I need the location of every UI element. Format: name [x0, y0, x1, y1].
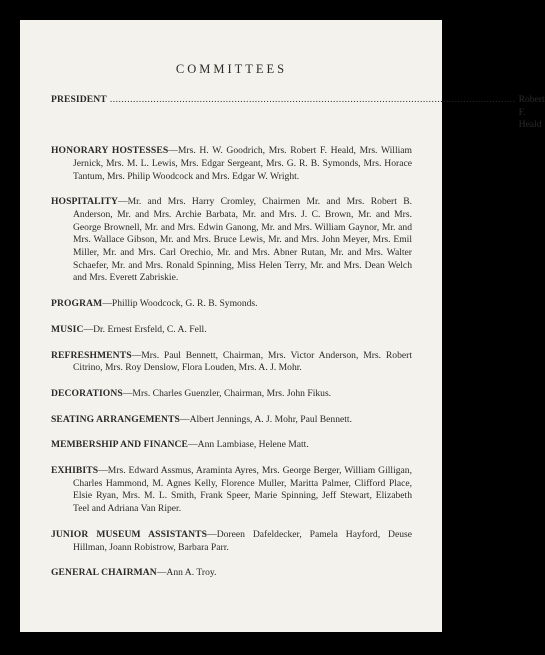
separator: —	[188, 439, 198, 451]
dot-leader: ............................................................................................................................................	[109, 94, 516, 105]
committee-label: HONORARY HOSTESSES	[51, 145, 169, 157]
president-label: PRESIDENT	[51, 94, 107, 105]
committee-members: Mrs. Paul Bennett, Chairman, Mrs. Victor Anderson, Mrs. Robert Citrino, Mrs. Roy Denslow, Flora Louden, Mrs. A. J. Mohr.	[73, 349, 412, 374]
committee-label: MUSIC	[51, 323, 84, 335]
separator: —	[122, 387, 133, 399]
committee-label: MEMBERSHIP AND FINANCE	[51, 439, 189, 451]
committee-members: Phillip Woodcock, G. R. B. Symonds.	[111, 298, 258, 310]
committee-label: REFRESHMENTS	[51, 349, 132, 361]
committee-label: EXHIBITS	[51, 465, 99, 477]
committee-refreshments	[51, 350, 412, 375]
separator: —	[102, 298, 112, 310]
committee-exhibits	[51, 465, 412, 516]
committee-members: Doreen Dafeldecker, Pamela Hayford, Deuse Hillman, Joann Robistrow, Barbara Parr.	[73, 528, 413, 553]
committee-members: Albert Jennings, A. J. Mohr, Paul Bennett.	[189, 413, 352, 425]
committee-general-chairman	[51, 567, 412, 580]
committee-decorations	[51, 388, 412, 401]
separator: —	[131, 349, 142, 361]
separator: —	[207, 528, 217, 540]
committee-label: DECORATIONS	[51, 387, 123, 399]
page-title: COMMITTEES	[175, 62, 288, 76]
committee-music	[51, 324, 412, 337]
committee-membership-finance	[51, 439, 412, 452]
separator: —	[179, 413, 190, 425]
committee-members: Mr. and Mrs. Harry Cromley, Chairmen Mr. and Mrs. Robert B. Anderson, Mr. and Mrs. Archie Barbata, Mr. and Mrs. J. C. Brown, Mr. and Mrs. George Brownell, Mr. and Mrs. Edwin Ganong, Mr. and Mrs. William Gaynor, Mr. and Mrs. Wallace Gibson, Mr. and Mrs. Bruce Lewis, Mr. and Mrs. John Meyer, Mrs. Emil Miller, Mr. and Mrs. Carl Orechio, Mr. and Mrs. Abner Rutan, Mr. and Mrs. Walter Schaefer, Mr. and Mrs. Ronald Spinning, Miss Helen Terry, Mr. and Mrs. Dean Welch and Mrs. Everett Zabriskie.	[73, 196, 412, 284]
committee-members: Mrs. H. W. Goodrich, Mrs. Robert F. Heald, Mrs. William Jernick, Mrs. M. L. Lewis, Mrs. Edgar Sergeant, Mrs. G. R. B. Symonds, Mrs. Horace Tantum, Mrs. Philip Woodcock and Mrs. Edgar W. Wright.	[73, 145, 412, 182]
committee-label: PROGRAM	[51, 298, 103, 310]
committee-label: SEATING ARRANGEMENTS	[51, 413, 180, 425]
separator: —	[168, 145, 178, 157]
committee-junior-museum-assistants	[51, 529, 412, 554]
separator: —	[83, 323, 94, 335]
committee-members: Dr. Ernest Ersfeld, C. A. Fell.	[93, 323, 207, 335]
committee-members: Ann A. Troy.	[166, 567, 217, 579]
committee-seating-arrangements	[51, 414, 412, 427]
entry-president	[51, 94, 545, 132]
committee-label: GENERAL CHAIRMAN	[51, 567, 157, 579]
committee-members: Ann Lambiase, Helene Matt.	[197, 439, 309, 451]
separator: —	[118, 196, 128, 208]
president-name: Robert F. Heald	[518, 94, 545, 131]
separator: —	[156, 567, 167, 579]
committee-label: JUNIOR MUSEUM ASSISTANTS	[51, 528, 208, 540]
committee-program	[51, 298, 412, 311]
committee-members: Mrs. Charles Guenzler, Chairman, Mrs. John Fikus.	[132, 387, 332, 399]
document-page	[20, 20, 545, 632]
separator: —	[98, 465, 108, 477]
committee-hospitality-hostesses	[51, 145, 412, 183]
committee-members: Mrs. Edward Assmus, Araminta Ayres, Mrs. George Berger, William Gilligan, Charles Hammond, M. Agnes Kelly, Florence Muller, Maritta Palmer, Clifford Place, Elsie Ryan, Mrs. M. L. Smith, Frank Speer, Marie Spinning, Jeff Stewart, Elizabeth Teel and Adriana Van Riper.	[73, 465, 412, 515]
committee-label: HOSPITALITY	[51, 196, 119, 208]
committee-hospitality	[51, 196, 412, 285]
